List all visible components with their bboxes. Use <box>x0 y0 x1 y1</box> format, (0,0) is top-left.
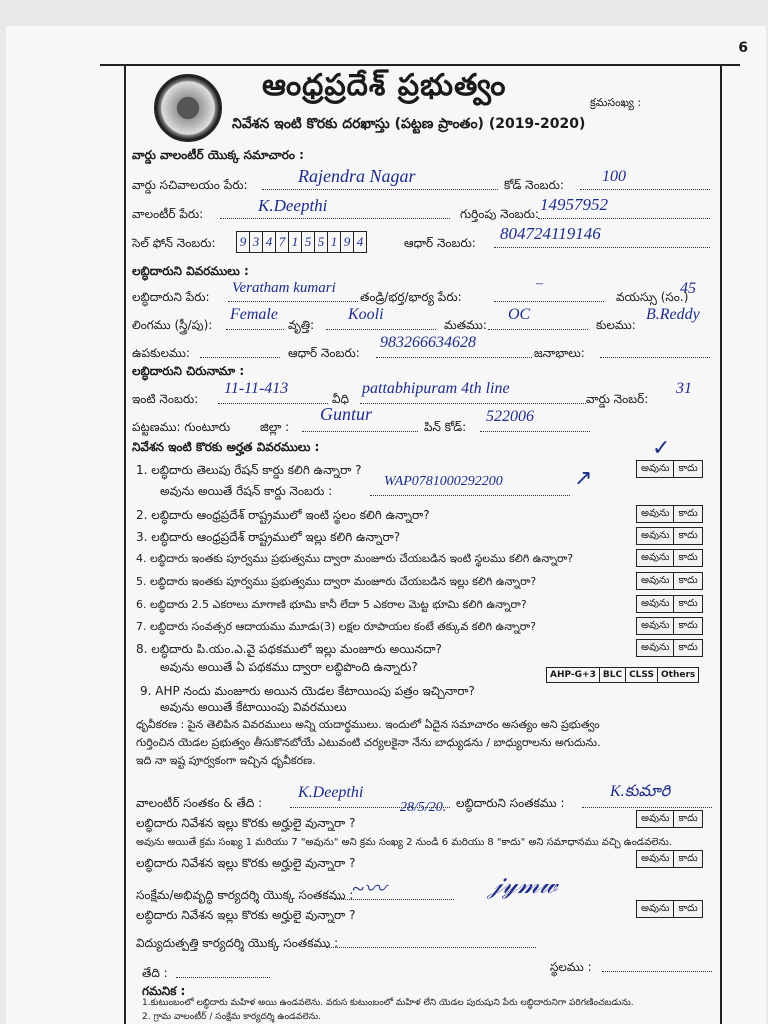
eligibility-question-1: 1. లబ్ధిదారు తెలుపు రేషన్ కార్డు కలిగి ఉన్నారా ? <box>136 463 362 477</box>
no-option[interactable]: కాదు <box>678 620 698 631</box>
door-value: 11-11-413 <box>224 380 289 397</box>
place-line <box>602 970 712 972</box>
guardian-value: – <box>536 276 543 291</box>
officer-signature-label: విద్యుదుత్పత్తి కార్యదర్శి యొక్క సంతకము : <box>136 936 339 950</box>
beneficiary-name-label: లబ్ధిదారుని పేరు: <box>132 290 210 304</box>
id-line <box>538 217 710 219</box>
volunteer-date-value: 28/5/20. <box>400 800 447 815</box>
no-option[interactable]: కాదు <box>678 853 698 864</box>
officer-signature-scribble: 𝒿𝓎𝓂𝓌 <box>488 870 558 899</box>
beneficiary-aadhar-label: ఆధార్ నెంబరు: <box>288 346 360 360</box>
yes-option[interactable]: అవును <box>637 618 674 634</box>
eligibility-question-6: 6. లబ్ధిదారు 2.5 ఎకరాలు మాగాణి భూమి కానీ లేదా 5 ఎకరాల మెట్ట భూమి కలిగి ఉన్నారా? <box>136 598 527 611</box>
officer-signature-line <box>326 946 536 948</box>
no-option[interactable]: కాదు <box>678 575 698 586</box>
occupation-label: వృత్తి: <box>288 318 315 332</box>
scheme-options[interactable] <box>546 667 699 683</box>
caste-value: B.Reddy <box>646 306 700 323</box>
beneficiary-signature-value: K.కుమారి <box>610 783 671 800</box>
yes-no-box-1[interactable] <box>636 460 703 478</box>
phone-digit: 4 <box>356 234 364 249</box>
religion-label: మతము: <box>444 318 487 332</box>
scheme-option[interactable]: CLSS <box>626 668 658 682</box>
district-label: జిల్లా : <box>260 420 290 434</box>
no-option[interactable]: కాదు <box>678 903 698 914</box>
yes-no-box-5[interactable] <box>636 572 703 590</box>
phone-label: సెల్ ఫోన్ నెంబరు: <box>132 236 216 250</box>
id-label: గుర్తింపు నెంబరు: <box>460 207 539 221</box>
beneficiary-aadhar-value: 983266634628 <box>380 334 476 351</box>
beneficiary-name-value: Veratham kumari <box>232 280 336 296</box>
eligibility-question-7: 7. లబ్ధిదారు సంవత్సర ఆదాయము మూడు(3) లక్షల రూపాయల కంటే తక్కువ కలిగి ఉన్నారా? <box>136 620 536 633</box>
phone-digit: 4 <box>263 232 276 252</box>
yes-no-box-eligible-2[interactable] <box>636 850 703 868</box>
beneficiary-heading: లబ్ధిదారుని వివరములు : <box>132 264 249 278</box>
beneficiary-signature-line <box>582 806 712 808</box>
phone-digit: 5 <box>302 232 315 252</box>
pin-line <box>480 430 590 432</box>
phone-digit: 5 <box>315 232 328 252</box>
form-subtitle: నివేశన ఇంటి కొరకు దరఖాస్తు (పట్టణ ప్రాంతం) (2019-2020) <box>232 116 586 132</box>
beneficiary-signature-label: లబ్ధిదారుని సంతకము : <box>456 796 565 810</box>
phone-digit: 7 <box>276 232 289 252</box>
district-value: Guntur <box>320 404 373 424</box>
yes-no-box-2[interactable] <box>636 505 703 523</box>
district-line <box>302 430 418 432</box>
volunteer-aadhar-value: 804724119146 <box>500 224 601 243</box>
yes-no-box-6[interactable] <box>636 595 703 613</box>
declaration-line-1: ధృవీకరణ : పైన తెలిపిన వివరములు అన్ని యదార్థములు. ఇందులో ఏదైన సమాచారం అసత్యం అని ప్రభుత్వం <box>136 718 600 731</box>
no-option[interactable]: కాదు <box>678 463 698 474</box>
yes-no-box-eligible-1[interactable] <box>636 810 703 828</box>
yes-no-box-8[interactable] <box>636 639 703 657</box>
yes-option[interactable]: అవును <box>637 550 674 566</box>
yes-no-box-3[interactable] <box>636 527 703 545</box>
yes-option[interactable]: అవును <box>637 640 674 656</box>
ration-number-label: అవును అయితే రేషన్ కార్డు నెంబరు : <box>160 484 333 498</box>
phone-digit-boxes <box>236 231 367 253</box>
yes-option[interactable]: అవును <box>637 811 674 827</box>
eligibility-question-9: 9. AHP నందు మంజూరు అయిన యెడల కేటాయింపు పత్రం ఇచ్చినారా? <box>140 684 475 698</box>
declaration-line-3: ఇది నా ఇష్ట పూర్వకంగా ఇచ్చిన ధృవీకరణ. <box>136 754 316 767</box>
yes-option[interactable]: అవును <box>637 506 674 522</box>
secretariat-value: Rajendra Nagar <box>298 166 416 186</box>
notes-heading: గమనిక : <box>142 984 186 998</box>
pin-value: 522006 <box>486 408 534 425</box>
question-8-sub: అవును అయితే ఏ పథకము ద్వారా లబ్ధిపొంది ఉన్నారు? <box>160 660 418 674</box>
code-label: కోడ్ నెంబరు: <box>504 178 564 192</box>
volunteer-heading: వార్డు వాలంటీర్ యొక్క సమాచారం : <box>132 148 304 162</box>
page-number: 6 <box>738 40 748 56</box>
scheme-option[interactable]: BLC <box>600 668 626 682</box>
yes-option[interactable]: అవును <box>637 528 674 544</box>
serial-label: క్రమసంఖ్య : <box>590 96 642 109</box>
phone-digit: 1 <box>289 232 302 252</box>
town-label: పట్టణము: గుంటూరు <box>132 420 231 434</box>
eligibility-question-4: 4. లబ్ధిదారు ఇంతకు పూర్వము ప్రభుత్వము ద్వారా మంజూరు చేయబడిన ఇంటి స్థలము కలిగి ఉన్నారా? <box>136 552 574 565</box>
eligibility-question-8: 8. లబ్ధిదారు పి.యం.ఎ.వై పథకములో ఇల్లు మంజూరు అయినదా? <box>136 642 442 656</box>
ward-label: వార్డు నెంబర్: <box>586 392 649 406</box>
volunteer-name-label: వాలంటీర్ పేరు: <box>132 207 204 221</box>
secretariat-label: వార్డు సచివాలయం పేరు: <box>132 178 248 192</box>
subcaste-label: ఉపకులము: <box>132 346 190 360</box>
beneficiary-name-line <box>228 300 358 302</box>
government-seal-icon <box>154 74 222 142</box>
ration-number-value: WAP0781000292200 <box>384 474 503 489</box>
volunteer-signature-label: వాలంటీర్ సంతకం & తేది : <box>136 796 263 810</box>
door-label: ఇంటి నెంబరు: <box>132 392 199 406</box>
scheme-option[interactable]: Others <box>660 670 696 680</box>
volunteer-name-value: K.Deepthi <box>258 196 328 215</box>
phone-digit: 9 <box>341 232 354 252</box>
no-option[interactable]: కాదు <box>678 530 698 541</box>
welfare-signature-scribble: ~〰 <box>352 876 386 901</box>
yes-option[interactable]: అవును <box>637 851 674 867</box>
occupation-line <box>326 328 436 330</box>
phone-digit: 9 <box>237 232 250 252</box>
date-line <box>176 976 270 978</box>
volunteer-signature-value: K.Deepthi <box>298 784 364 801</box>
yes-no-box-4[interactable] <box>636 549 703 567</box>
door-line <box>218 402 328 404</box>
no-option[interactable]: కాదు <box>678 598 698 609</box>
caste-label: కులము: <box>596 318 636 332</box>
question-9-sub: అవును అయితే కేటాయింపు వివరములు <box>160 700 347 714</box>
guardian-line <box>494 300 604 302</box>
welfare-secretary-signature-label: సంక్షేమ/అభివృద్ధి కార్యదర్శి యొక్క సంతకము : <box>136 888 354 902</box>
yes-no-box-7[interactable] <box>636 617 703 635</box>
id-value: 14957952 <box>540 195 608 214</box>
eligibility-question-2: 2. లబ్ధిదారు ఆంధ్రప్రదేశ్ రాష్ట్రములో ఇంటి స్థలం కలిగి ఉన్నారా? <box>136 508 430 522</box>
ration-line <box>600 356 710 358</box>
place-label: స్థలము : <box>550 960 592 974</box>
ration-number-line <box>370 494 570 496</box>
volunteer-name-line <box>220 217 450 219</box>
no-option[interactable]: కాదు <box>678 508 698 519</box>
ward-value: 31 <box>676 380 692 397</box>
check-mark-icon: ↗ <box>574 466 593 491</box>
declaration-line-2: గుర్తించిన యెడల ప్రభుత్వం తీసుకొనబోయే ఎటువంటి చర్యలకైనా నేను బాధ్యుడను / బాధ్యురాలను అగుదును. <box>136 736 601 749</box>
gender-label: లింగము (స్త్రీ/పు): <box>132 318 213 332</box>
no-option[interactable]: కాదు <box>678 642 698 653</box>
street-line <box>360 402 586 404</box>
street-value: pattabhipuram 4th line <box>362 380 510 397</box>
subcaste-line <box>200 356 280 358</box>
note-1: 1.కుటుంబంలో లబ్ధిదారు మహిళ అయి ఉండవలెను. వరుస కుటుంబంలో మహిళ లేని యెడల పురుషుని పేరు లబ్ధిదారునిగా పరిగణించబడును. <box>142 998 634 1008</box>
street-label: వీధి <box>332 392 350 406</box>
yes-no-box-eligible-3[interactable] <box>636 900 703 918</box>
eligible-question-3: లబ్ధిదారు నివేశన ఇల్లు కొరకు అర్హులై వున్నారా ? <box>136 908 356 922</box>
gender-value: Female <box>230 306 278 323</box>
check-mark-icon: ✓ <box>652 436 671 461</box>
date-label: తేది : <box>142 966 168 980</box>
ration-label: జనాభాలు: <box>534 346 585 360</box>
yes-option[interactable]: అవును <box>637 901 674 917</box>
phone-digit: 1 <box>328 232 341 252</box>
code-value: 100 <box>602 168 626 185</box>
code-line <box>580 188 710 190</box>
address-heading: లబ్ధిదారుని చిరునామా : <box>132 364 245 378</box>
age-value: 45 <box>680 280 696 297</box>
no-option[interactable]: కాదు <box>678 552 698 563</box>
yes-option[interactable]: అవును <box>637 596 674 612</box>
eligibility-heading: నివేశన ఇంటి కొరకు అర్హత వివరములు : <box>132 440 320 454</box>
eligibility-question-5: 5. లబ్ధిదారు ఇంతకు పూర్వము ప్రభుత్వము ద్వారా మంజూరు చేయబడిన ఇల్లు కలిగి ఉన్నారా? <box>136 575 537 588</box>
guardian-label: తండ్రి/భర్త/భార్య పేరు: <box>360 290 462 304</box>
eligibility-note: అవును అయితే క్రమ సంఖ్య 1 మరియు 7 "అవును" అని క్రమ సంఖ్య 2 నుండి 6 మరియు 8 "కాదు" అని సమాధానము వచ్చి ఉండవలెను. <box>136 837 673 848</box>
scheme-option[interactable]: AHP-G+3 <box>547 668 600 682</box>
eligibility-question-3: 3. లబ్ధిదారు ఆంధ్రప్రదేశ్ రాష్ట్రములో ఇల్లు కలిగి ఉన్నారా? <box>136 530 401 544</box>
eligible-question-1: లబ్ధిదారు నివేశన ఇల్లు కొరకు అర్హులై వున్నారా ? <box>136 816 356 830</box>
occupation-value: Kooli <box>348 306 384 323</box>
volunteer-aadhar-label: ఆధార్ నెంబరు: <box>404 236 476 250</box>
secretariat-line <box>262 188 498 190</box>
volunteer-aadhar-line <box>494 246 710 248</box>
form-title: ఆంధ్రప్రదేశ్ ప్రభుత్వం <box>262 68 507 103</box>
gender-line <box>226 328 284 330</box>
phone-digit: 3 <box>250 232 263 252</box>
no-option[interactable]: కాదు <box>678 813 698 824</box>
religion-line <box>488 328 588 330</box>
religion-value: OC <box>508 306 531 323</box>
eligible-question-2: లబ్ధిదారు నివేశన ఇల్లు కొరకు అర్హులై వున్నారా ? <box>136 856 356 870</box>
age-label: వయస్సు (సం.) <box>616 290 689 304</box>
beneficiary-aadhar-line <box>376 356 532 358</box>
yes-option[interactable]: అవును <box>637 573 674 589</box>
note-2: 2. గ్రామ వాలంటీర్ / సంక్షేమ కార్యదర్శి ఉండవలెను. <box>142 1012 321 1022</box>
pin-label: పిన్ కోడ్: <box>424 420 467 434</box>
yes-option[interactable]: అవును <box>637 461 674 477</box>
